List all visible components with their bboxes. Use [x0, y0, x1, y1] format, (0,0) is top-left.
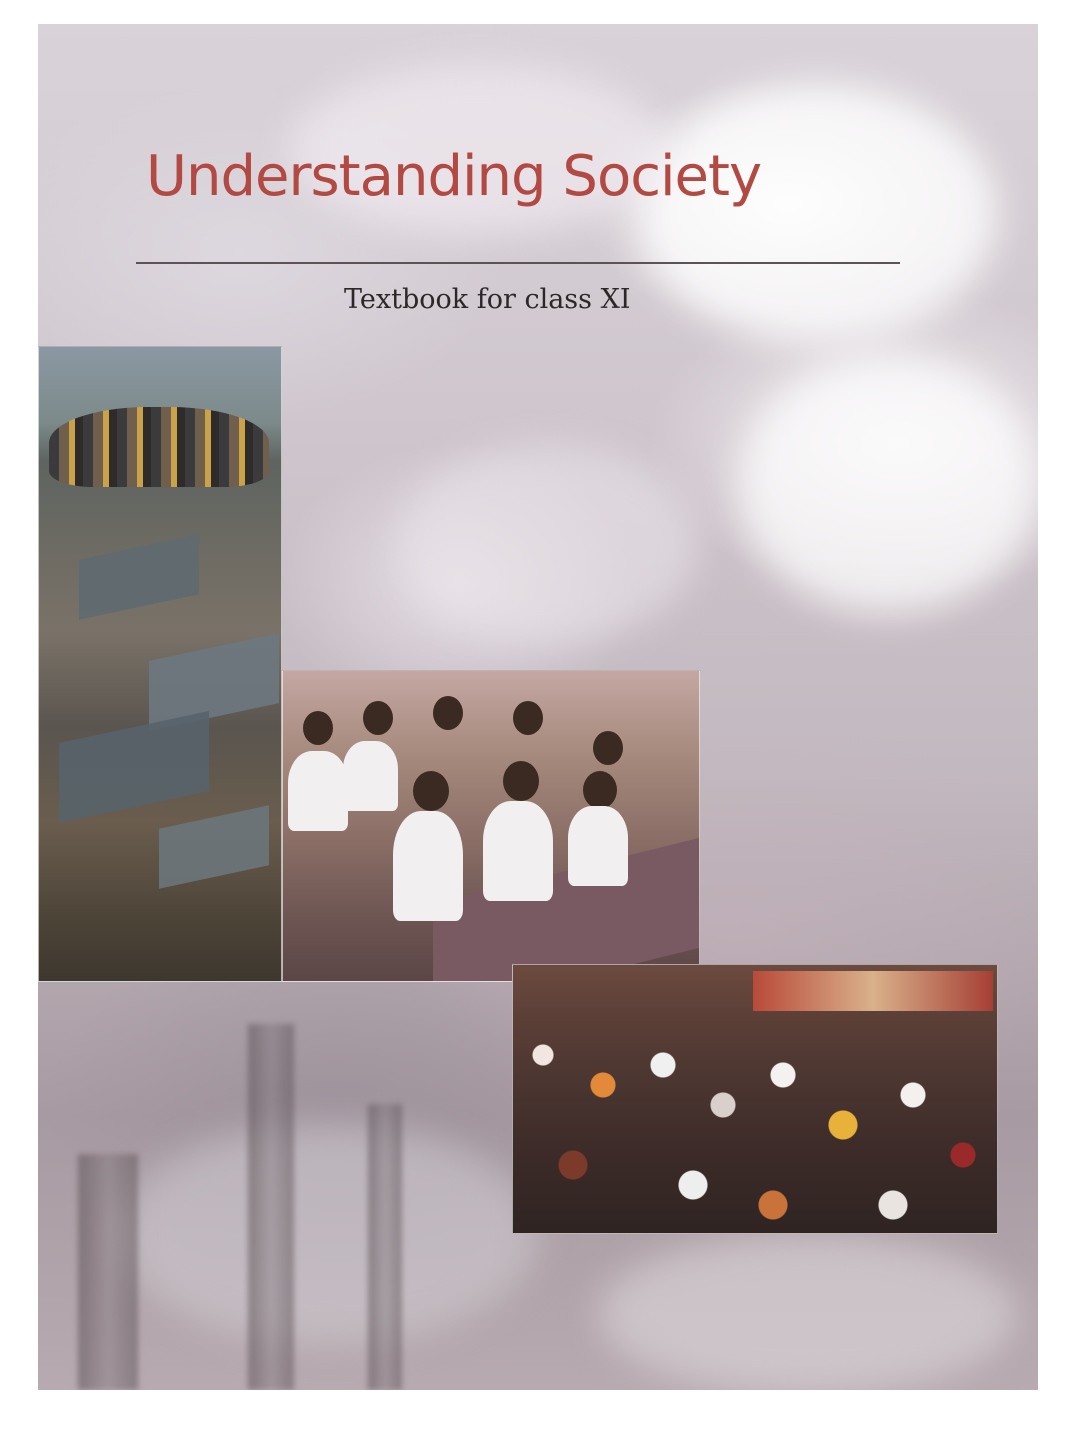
smoke-cloud: [118, 1124, 538, 1344]
student-shirt: [393, 811, 463, 921]
broken-slab: [159, 805, 269, 888]
book-cover: [38, 24, 1038, 1390]
book-subtitle: Textbook for class XI: [344, 284, 631, 315]
crowd-figures: [49, 407, 269, 487]
student-head: [593, 731, 623, 765]
broken-slab: [79, 534, 199, 620]
smoke-cloud: [738, 354, 1038, 614]
student-head: [303, 711, 333, 745]
student-head: [363, 701, 393, 735]
smoke-cloud: [598, 1234, 1018, 1390]
student-head: [503, 761, 539, 801]
crowd-gathering-photo: [512, 964, 998, 1234]
street-collapse-photo: [38, 346, 282, 982]
smoke-cloud: [398, 444, 698, 644]
student-head: [513, 701, 543, 735]
smoke-cloud: [638, 84, 998, 344]
student-shirt: [483, 801, 553, 901]
desk: [433, 838, 699, 982]
crowd-figures: [513, 1015, 997, 1233]
title-divider: [136, 262, 900, 264]
chimney-silhouette: [248, 1024, 294, 1390]
broken-slab: [149, 633, 279, 731]
chimney-silhouette: [368, 1104, 402, 1390]
chimney-silhouette: [78, 1154, 138, 1390]
student-head: [413, 771, 449, 811]
broken-slab: [59, 711, 209, 823]
student-shirt: [343, 741, 398, 811]
student-shirt: [568, 806, 628, 886]
classroom-students-photo: [282, 670, 700, 982]
student-shirt: [288, 751, 348, 831]
student-head: [583, 771, 617, 809]
book-title: Understanding Society: [146, 144, 762, 209]
student-head: [433, 696, 463, 730]
signboard: [753, 971, 993, 1011]
